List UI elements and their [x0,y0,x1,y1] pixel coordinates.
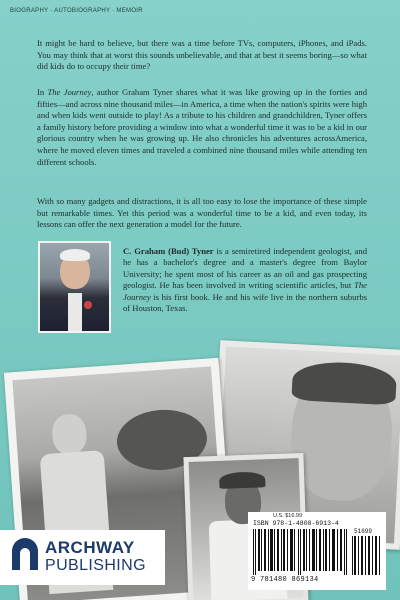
supplement-code: 51699 [354,528,373,535]
intro-paragraph: It might be hard to believe, but there was a time before TVs, computers, iPhones, and iPads. You may think that at worst this sounds unbelievable, and that at best it seems boring—so what did kids do to occupy their time? [37,38,367,72]
publisher-name-line2: PUBLISHING [45,557,146,574]
closing-paragraph: With so many gadgets and distractions, it is all too easy to lose the importance of these simple but remarkable times. Yet this period was a wonderful time to be a kid, and even today, its lessons can offer the next generation a model for the future. [37,196,367,230]
price-barcode-bars [352,536,380,575]
book-title-italic: The Journey [47,87,92,97]
teen-head [51,413,88,455]
barcode-bars [253,529,348,575]
author-name: C. Graham (Bud) Tyner [123,246,214,256]
boutonniere [84,301,92,309]
publisher-name-line1: ARCHWAY [45,538,135,557]
author-photo [38,241,111,333]
boy-hair [291,360,397,405]
archway-icon [12,538,38,570]
description-text-rest: , author Graham Tyner shares what it was like growing up in the forties and fifties—and across nine thousand miles—in America, a time when the nation's spirits were high and when kids went outside to play! As a tribute to his children and grandchildren, Tyner offers a family history before providing a window into what a wonderful time it was to be a kid in our glorious country when he was growing up. He also chronicles his adventures acrossAmerica, where he moved eleven times and traveled a combined nine thousand miles while attending ten different schools. [37,87,368,167]
arch-opening [20,548,30,570]
author-shirt [68,293,82,333]
bio-text-start: is a semiretired independent geologist, and he has a bachelor's degree and a master's degree from Baylor University; he spent most of his career as an oil and gas prospecting geologist. He has been involved in writing scientific articles, but [123,246,367,291]
description-paragraph [37,87,367,168]
isbn-barcode [248,512,386,590]
description-text-start: In [37,87,48,97]
bio-book-title: The Journey [123,280,367,302]
author-hair [60,249,90,261]
man-cap [219,471,266,489]
ean-number: 9 781480 869134 [251,576,319,584]
bio-text-end: is his first book. He and his wife live in the northern suburbs of Houston, Texas. [123,291,367,314]
publisher-logo [0,530,165,585]
isbn-text: ISBN 978-1-4808-6913-4 [253,520,339,527]
author-bio [123,246,367,314]
price-label: U.S. $16.99 [273,513,303,519]
genre-label: BIOGRAPHY · AUTOBIOGRAPHY · MEMOIR [10,8,143,14]
